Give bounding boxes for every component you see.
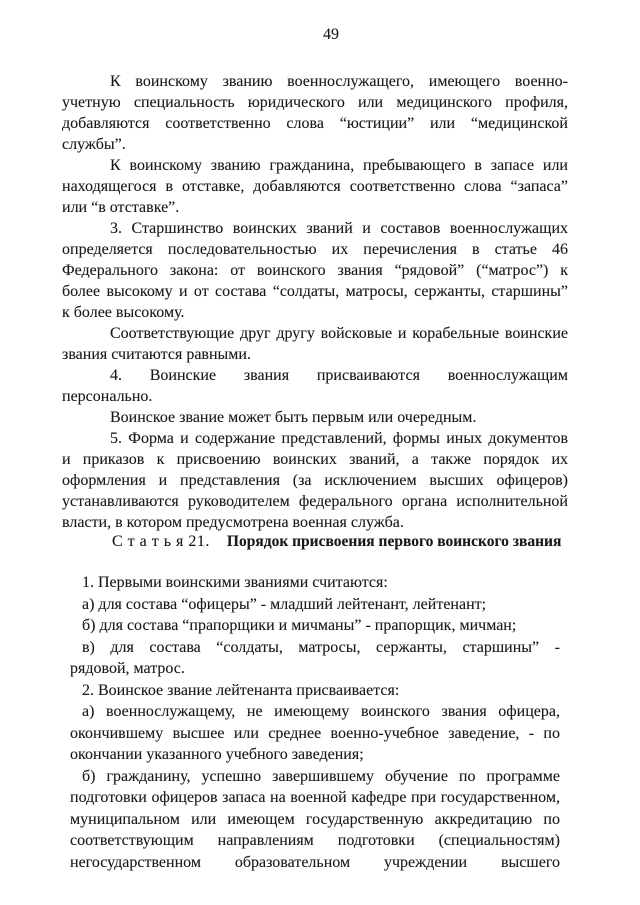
- paragraph: [62, 218, 568, 323]
- paragraph: [62, 71, 568, 155]
- text-line: К воинскому званию военнослужащего, имеющего военно-: [110, 73, 568, 90]
- text-line: подготовки офицеров запаса на военной кафедре при государственном,: [70, 789, 560, 806]
- text-line: б) гражданину, успешно завершившему обучение по программе: [82, 767, 560, 785]
- article-number-label: С т а т ь я 21.: [112, 533, 210, 550]
- text-line: власти, в котором предусмотрена военная служба.: [62, 514, 404, 531]
- text-line: звания считаются равными.: [62, 346, 251, 363]
- text-line: б) для состава “прапорщики и мичманы” - прапорщик, мичман;: [82, 617, 517, 634]
- text-line: определяется последовательностью их перечисления в статье 46: [62, 241, 568, 258]
- paragraph: [62, 365, 568, 407]
- paragraph: [62, 155, 568, 218]
- text-line: более высокому и от состава “солдаты, матросы, сержанты, старшины”: [62, 283, 568, 300]
- text-line: устанавливаются руководителем федерального органа исполнительной: [62, 493, 568, 510]
- article-21-text-block: [70, 572, 560, 873]
- paragraph: [70, 766, 560, 874]
- text-line: или “в отставке”.: [62, 199, 180, 216]
- paragraph: [62, 407, 568, 428]
- text-line: Воинское звание может быть первым или очередным.: [110, 409, 477, 426]
- text-line: службы”.: [62, 136, 126, 153]
- paragraph: [70, 615, 560, 637]
- text-line: К воинскому званию гражданина, пребывающего в запасе или: [110, 157, 568, 174]
- text-line: рядовой, матрос.: [70, 660, 185, 677]
- text-line: учетную специальность юридического или медицинского профиля,: [62, 94, 568, 111]
- text-line: муниципальном или имеющем государственную аккредитацию по: [70, 810, 560, 828]
- text-line: негосударственном образовательном учреждении высшего: [70, 853, 560, 871]
- text-line: оформления и представления (за исключением высших офицеров): [62, 472, 568, 489]
- article-20-text-block: [62, 71, 568, 533]
- text-line: соответствующим направлениям подготовки (специальностям): [70, 832, 560, 849]
- text-line: 1. Первыми воинскими званиями считаются:: [82, 574, 388, 591]
- text-line: находящегося в отставке, добавляются соответственно слова “запаса”: [62, 178, 568, 195]
- text-line: и приказов к присвоению воинских званий, а также порядок их: [62, 451, 568, 468]
- text-line: а) военнослужащему, не имеющему воинского звания офицера,: [82, 703, 560, 720]
- text-line: окончившему высшее или среднее военно-учебное заведение, - по: [70, 724, 560, 742]
- text-line: окончании указанного учебного заведения;: [70, 746, 364, 763]
- paragraph: [62, 428, 568, 533]
- text-line: к более высокому.: [62, 304, 185, 321]
- text-line: а) для состава “офицеры” - младший лейтенант, лейтенант;: [82, 595, 487, 613]
- text-line: в) для состава “солдаты, матросы, сержанты, старшины” -: [82, 638, 560, 656]
- paragraph: [70, 701, 560, 766]
- text-line: Федерального закона: от воинского звания “рядовой” (“матрос”) к: [62, 262, 568, 279]
- article-title: Порядок присвоения первого воинского звания: [226, 533, 562, 550]
- text-line: Соответствующие друг другу войсковые и корабельные воинские: [110, 325, 568, 342]
- article-21-heading: [62, 533, 582, 551]
- text-line: добавляются соответственно слова “юстиции” или “медицинской: [62, 115, 568, 132]
- text-line: персонально.: [62, 388, 153, 405]
- text-line: 2. Воинское звание лейтенанта присваивается:: [82, 681, 400, 699]
- paragraph: [70, 680, 560, 702]
- text-line: 3. Старшинство воинских званий и составов военнослужащих: [110, 220, 568, 237]
- paragraph: [70, 637, 560, 680]
- text-line: 4. Воинские звания присваиваются военнослужащим: [110, 367, 568, 384]
- paragraph: [70, 594, 560, 616]
- page-number: 49: [323, 26, 339, 43]
- paragraph: [62, 323, 568, 365]
- paragraph: [70, 572, 560, 594]
- text-line: 5. Форма и содержание представлений, формы иных документов: [110, 430, 568, 447]
